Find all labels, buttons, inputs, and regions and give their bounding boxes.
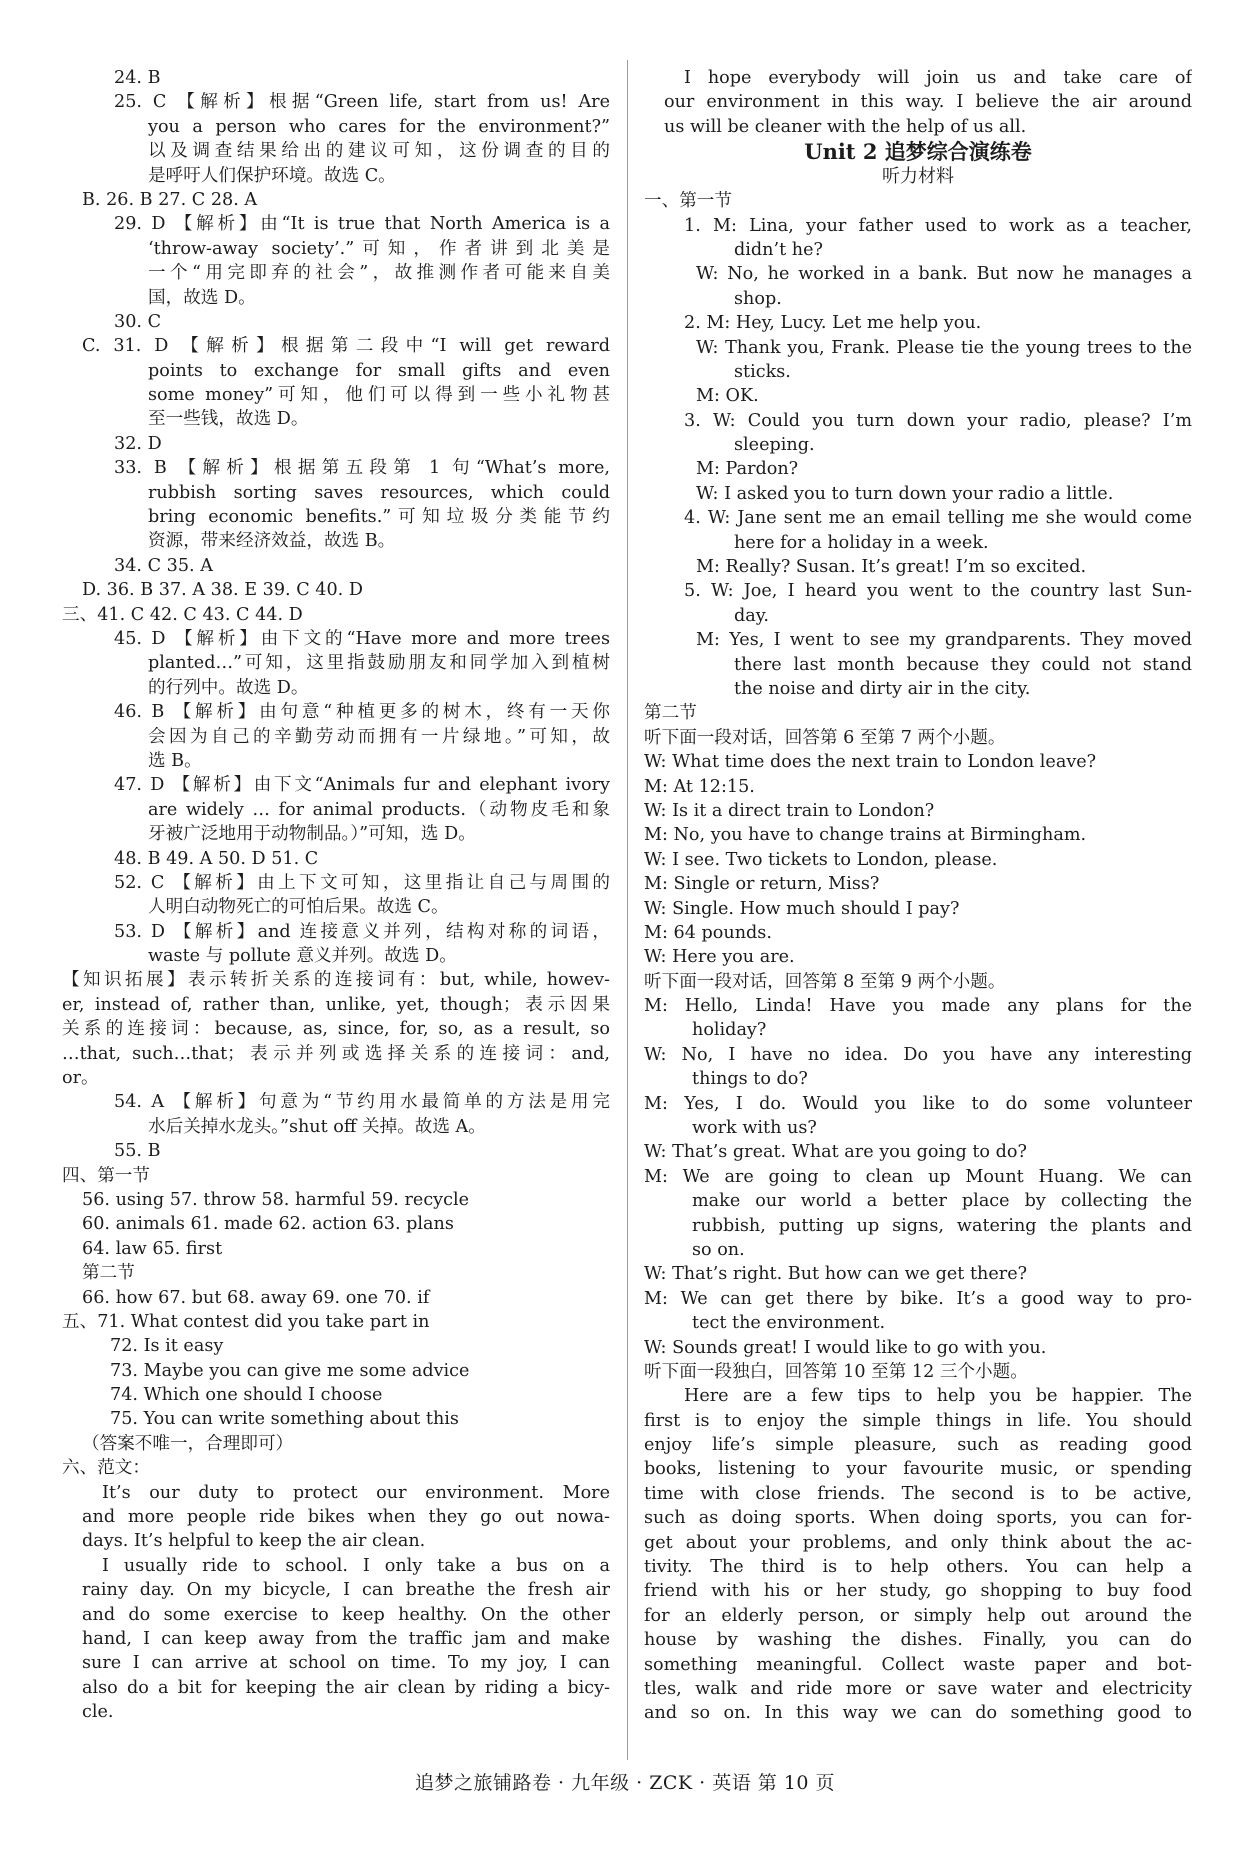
right-column-line: W: Sounds great! I would like to go with you. xyxy=(644,1337,1047,1358)
right-column-line: M: We can get there by bike. It’s a good way to pro- xyxy=(644,1288,1192,1309)
right-column-line: the noise and dirty air in the city. xyxy=(734,678,1031,699)
right-column-line: first is to enjoy the simple things in life. You should xyxy=(644,1410,1192,1431)
page-footer: 追梦之旅铺路卷 · 九年级 · ZCK · 英语 第 10 页 xyxy=(414,1772,836,1794)
left-column-line: waste 与 pollute 意义并列。故选 D。 xyxy=(148,946,457,967)
left-column-line: 是呼吁人们保护环境。故选 C。 xyxy=(148,165,396,186)
right-column-line: there last month because they could not stand xyxy=(734,654,1192,675)
right-column-line: things to do? xyxy=(692,1069,808,1090)
left-column-line: sure I can arrive at school on time. To my joy, I can xyxy=(82,1653,610,1674)
left-column-line: 三、41. C 42. C 43. C 44. D xyxy=(62,604,303,625)
left-column-line: 60. animals 61. made 62. action 63. plans xyxy=(82,1214,454,1235)
right-column-line: didn’t he? xyxy=(734,239,823,260)
right-column-line: W: Here you are. xyxy=(644,947,795,968)
left-column-line: 64. law 65. first xyxy=(82,1238,223,1259)
right-column-line: M: Yes, I went to see my grandparents. They moved xyxy=(696,630,1192,651)
right-column-line: our environment in this way. I believe the air around xyxy=(664,92,1192,113)
left-column xyxy=(62,66,610,1725)
right-column-line: shop. xyxy=(734,288,782,309)
right-column-line: W: Single. How much should I pay? xyxy=(644,898,960,919)
left-column-line: 25. C 【解析】根据“Green life, start from us! Are xyxy=(114,92,610,113)
left-column-line: 24. B xyxy=(114,68,161,88)
left-column-line: I usually ride to school. I only take a bus on a xyxy=(102,1555,610,1576)
left-column-line: 第二节 xyxy=(82,1263,135,1284)
left-column-line: 水后关掉水龙头。”shut off 关掉。故选 A。 xyxy=(148,1116,486,1137)
right-column-line: day. xyxy=(734,605,769,626)
left-column-line: some money”可知，他们可以得到一些小礼物甚 xyxy=(148,385,610,406)
right-column-line: M: Really? Susan. It’s great! I’m so excited. xyxy=(696,557,1087,578)
right-column-line: M: At 12:15. xyxy=(644,776,755,797)
left-column-line: 关系的连接词：because, as, since, for, so, as a result, so xyxy=(62,1019,610,1040)
left-column-line: 55. B xyxy=(114,1141,161,1162)
right-column xyxy=(644,66,1192,1726)
right-column-line: holiday? xyxy=(692,1020,767,1041)
left-column-line: 33. B 【解析】根据第五段第 1 句“What’s more, xyxy=(114,458,610,479)
left-column-line: 47. D 【解析】由下文“Animals fur and elephant ivory xyxy=(114,775,610,796)
left-column-line: 的行列中。故选 D。 xyxy=(148,677,309,698)
right-column-line: M: Yes, I do. Would you like to do some volunteer xyxy=(644,1093,1192,1114)
left-column-line: ‘throw-away society’.”可知，作者讲到北美是 xyxy=(148,238,610,259)
right-column-line: 听下面一段对话，回答第 6 至第 7 两个小题。 xyxy=(644,727,1006,748)
left-column-line: also do a bit for keeping the air clean by riding a bicy- xyxy=(82,1677,610,1698)
right-column-line: W: That’s right. But how can we get there? xyxy=(644,1264,1028,1285)
left-column-line: 53. D 【解析】and 连接意义并列，结构对称的词语， xyxy=(114,921,610,942)
left-column-line: 46. B 【解析】由句意“种植更多的树木，终有一天你 xyxy=(114,702,610,723)
right-column-line: 2. M: Hey, Lucy. Let me help you. xyxy=(684,313,982,334)
left-column-line: rainy day. On my bicycle, I can breathe the fresh air xyxy=(82,1580,610,1601)
right-column-line: books, listening to your favourite music, or spending xyxy=(644,1459,1192,1480)
right-column-line: 4. W: Jane sent me an email telling me she would come xyxy=(684,508,1192,529)
right-column-line: 听下面一段对话，回答第 8 至第 9 两个小题。 xyxy=(644,971,1006,992)
column-divider xyxy=(627,60,628,1760)
left-column-line: 74. Which one should I choose xyxy=(110,1385,383,1406)
right-column-line: M: We are going to clean up Mount Huang. We can xyxy=(644,1166,1192,1187)
right-column-line: something meaningful. Collect waste paper and bot- xyxy=(644,1654,1192,1675)
right-column-line: 5. W: Joe, I heard you went to the country last Sun- xyxy=(684,581,1192,602)
left-column-line: rubbish sorting saves resources, which could xyxy=(148,482,610,503)
right-column-line: make our world a better place by collecting the xyxy=(692,1191,1192,1212)
section-subtitle: 听力材料 xyxy=(882,166,954,188)
left-column-line: er, instead of, rather than, unlike, yet, though；表示因果 xyxy=(62,994,610,1015)
left-column-line: 六、范文： xyxy=(62,1458,150,1479)
left-column-line: and more people ride bikes when they go out nowa- xyxy=(82,1507,610,1528)
left-column-line: 75. You can write something about this xyxy=(110,1409,459,1430)
right-column-line: enjoy life’s simple pleasure, such as reading good xyxy=(644,1435,1192,1456)
left-column-line: you a person who cares for the environment?” xyxy=(148,116,610,137)
left-column-line: 45. D 【解析】由下文的“Have more and more trees xyxy=(114,628,610,649)
right-column-line: W: That’s great. What are you going to do? xyxy=(644,1142,1027,1163)
left-column-line: 34. C 35. A xyxy=(114,555,213,576)
right-column-line: get about your problems, and only think about the ac- xyxy=(644,1532,1192,1553)
right-column-line: M: Pardon? xyxy=(696,459,799,480)
right-column-line: rubbish, putting up signs, watering the plants and xyxy=(692,1215,1192,1236)
left-column-line: （答案不唯一，合理即可） xyxy=(82,1433,294,1454)
left-column-line: 至一些钱，故选 D。 xyxy=(148,409,309,430)
left-column-line: 29. D 【解析】由“It is true that North America is a xyxy=(114,214,610,235)
left-column-line: 66. how 67. but 68. away 69. one 70. if xyxy=(82,1287,430,1308)
left-column-line: 54. A 【解析】句意为“节约用水最简单的方法是用完 xyxy=(114,1092,610,1113)
left-column-line: 资源，带来经济效益，故选 B。 xyxy=(148,531,396,552)
left-column-line: 48. B 49. A 50. D 51. C xyxy=(114,848,319,869)
right-column-line: such as doing sports. When doing sports, you can for- xyxy=(644,1508,1192,1529)
right-column-line: 1. M: Lina, your father used to work as a teacher, xyxy=(684,215,1192,236)
left-column-line: 国，故选 D。 xyxy=(148,287,256,308)
right-column-line: tles, walk and ride more or save water and electricity xyxy=(644,1679,1192,1699)
left-column-line: 56. using 57. throw 58. harmful 59. recycle xyxy=(82,1189,470,1210)
right-column-line: 第二节 xyxy=(644,703,697,724)
left-column-line: points to exchange for small gifts and even xyxy=(148,360,610,381)
left-column-line: are widely … for animal products.（动物皮毛和象 xyxy=(148,799,610,820)
right-column-line: W: I asked you to turn down your radio a little. xyxy=(696,483,1114,504)
left-column-line: 牙被广泛地用于动物制品。）”可知，选 D。 xyxy=(148,824,476,845)
right-column-line: W: What time does the next train to London leave? xyxy=(644,752,1097,773)
left-column-line: or。 xyxy=(62,1068,99,1089)
right-column-line: and so on. In this way we can do something good to xyxy=(644,1703,1192,1724)
left-column-line: 73. Maybe you can give me some advice xyxy=(110,1360,470,1381)
left-column-line: bring economic benefits.”可知垃圾分类能节约 xyxy=(148,507,610,528)
unit-title: Unit 2 追梦综合演练卷 xyxy=(804,139,1032,165)
left-column-line: …that, such…that；表示并列或选择关系的连接词：and, xyxy=(62,1043,610,1064)
right-column-line: W: Is it a direct train to London? xyxy=(644,800,935,821)
left-column-line: cle. xyxy=(82,1702,114,1723)
right-column-line: for an elderly person, or simply help out around the xyxy=(644,1605,1192,1626)
right-column-line: here for a holiday in a week. xyxy=(734,532,989,553)
right-column-line: 听下面一段独白，回答第 10 至第 12 三个小题。 xyxy=(644,1361,1028,1382)
left-column-line: 32. D xyxy=(114,433,162,454)
right-column-line: 3. W: Could you turn down your radio, please? I’m xyxy=(684,410,1192,431)
right-column-line: Here are a few tips to help you be happier. The xyxy=(684,1386,1192,1407)
left-column-line: 52. C 【解析】由上下文可知，这里指让自己与周围的 xyxy=(114,872,610,893)
left-column-line: 人明白动物死亡的可怕后果。故选 C。 xyxy=(148,897,449,918)
right-column-line: house by washing the dishes. Finally, you can do xyxy=(644,1630,1192,1651)
right-column-line: M: Single or return, Miss? xyxy=(644,874,880,895)
right-column-line: tect the environment. xyxy=(692,1313,886,1334)
left-column-line: 72. Is it easy xyxy=(110,1336,224,1357)
left-column-line: C. 31. D 【解析】根据第二段中“I will get reward xyxy=(82,336,610,357)
left-column-line: 四、第一节 xyxy=(62,1165,150,1186)
right-column-line: sticks. xyxy=(734,361,791,382)
left-column-line: B. 26. B 27. C 28. A xyxy=(82,189,258,210)
left-column-line: D. 36. B 37. A 38. E 39. C 40. D xyxy=(82,580,363,601)
right-column-line: sleeping. xyxy=(734,435,815,456)
right-column-line: M: OK. xyxy=(696,386,759,407)
right-column-line: us will be cleaner with the help of us all. xyxy=(664,116,1027,137)
right-column-line: M: Hello, Linda! Have you made any plans for the xyxy=(644,996,1192,1017)
left-column-line: 30. C xyxy=(114,311,162,332)
left-column-line: planted…”可知，这里指鼓励朋友和同学加入到植树 xyxy=(148,653,610,674)
left-column-line: and do some exercise to keep healthy. On the other xyxy=(82,1604,610,1625)
right-column-line: W: I see. Two tickets to London, please. xyxy=(644,849,998,870)
right-column-line: tivity. The third is to help others. You can help a xyxy=(644,1557,1192,1578)
right-column-line: friend with his or her study, go shopping to buy food xyxy=(644,1581,1192,1602)
right-column-line: M: 64 pounds. xyxy=(644,922,772,943)
left-column-line: days. It’s helpful to keep the air clean. xyxy=(82,1531,426,1552)
left-column-line: 【知识拓展】表示转折关系的连接词有：but, while, howev- xyxy=(62,970,610,991)
left-column-line: hand, I can keep away from the traffic jam and make xyxy=(82,1629,610,1649)
right-column-line: M: No, you have to change trains at Birmingham. xyxy=(644,825,1087,846)
right-column-line: work with us? xyxy=(692,1118,817,1139)
right-column-line: time with close friends. The second is to be active, xyxy=(644,1483,1192,1504)
right-column-line: so on. xyxy=(692,1239,745,1260)
right-column-line: I hope everybody will join us and take care of xyxy=(684,68,1192,88)
right-column-line: W: No, he worked in a bank. But now he manages a xyxy=(696,264,1192,285)
right-column-line: W: No, I have no idea. Do you have any interesting xyxy=(644,1044,1192,1065)
left-column-line: It’s our duty to protect our environment. More xyxy=(102,1482,610,1503)
left-column-line: 一个“用完即弃的社会”，故推测作者可能来自美 xyxy=(148,263,610,284)
left-column-line: 以及调查结果给出的建议可知，这份调查的目的 xyxy=(148,141,610,162)
left-column-line: 会因为自己的辛勤劳动而拥有一片绿地。”可知，故 xyxy=(148,726,610,747)
left-column-line: 选 B。 xyxy=(148,750,202,771)
left-column-line: 五、71. What contest did you take part in xyxy=(62,1311,430,1332)
right-column-line: W: Thank you, Frank. Please tie the young trees to the xyxy=(696,337,1192,358)
right-column-line: 一、第一节 xyxy=(644,191,732,212)
